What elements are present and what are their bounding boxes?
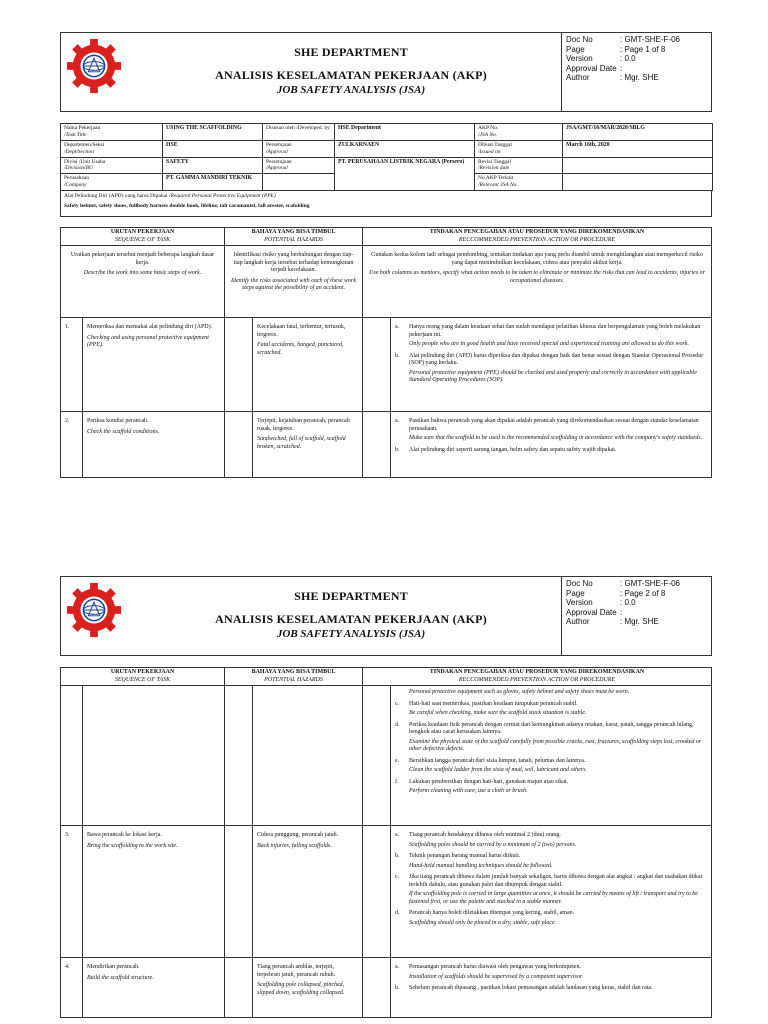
department-title: SHE DEPARTMENT	[294, 589, 408, 603]
approval-1-value: ZULKARNAEN	[335, 140, 475, 157]
developed-by-label: Disusun oleh /Developed. by	[263, 124, 335, 141]
company-value: PT. GAMMA MANDIRI TEKNIK	[163, 174, 263, 191]
document-header	[60, 576, 712, 656]
doc-no-value: : GMT-SHE-F-06	[620, 579, 681, 588]
step-hazard: Kecelakaan fatal, terbentur, tertusuk, tergores.	[257, 324, 346, 338]
approval-2-label: Persetujuan	[266, 158, 292, 165]
company-gear-logo-icon	[65, 37, 123, 95]
step-number: 4.	[61, 958, 83, 1018]
action-item: a. Hanya orang yang dalam keadaan sehat dan sudah mendapat pelatihan khusus dan berpengalaman yang boleh melakukan pekerjaan ini. Only people who are in good health and have received special and experienced training are allowed to do this work.	[395, 324, 701, 347]
step-number: 1.	[61, 318, 83, 412]
col-hazard-header: BAHAYA YANG BISA TIMBUL	[251, 669, 336, 675]
doc-info-panel	[561, 33, 711, 111]
page-value: : Page 1 of 8	[620, 44, 666, 54]
page-1	[60, 32, 712, 478]
developed-by-value: HSE Department	[335, 124, 475, 141]
company-gear-logo-icon	[65, 581, 123, 639]
action-description: Gunakan kedua kolom tadi sebagai pembimbing, tentukan tindakan apa yang perlu diambil untuk menghilangkan atau memperkecil risiko yang dapat menimbulkan kecelakaan, cidera atau penyakit akibat kerja.	[371, 252, 703, 266]
dept-label: Departemen/Seksi	[64, 141, 105, 148]
step-task: Periksa kondisi perancah.	[87, 418, 149, 424]
table-row: 1. Memeriksa dan memakai alat pelindung diri (APD). Checking and using personal protective equipment (PPE). Kecelakaan fatal, terbentur, tertusuk, tergores. Fatal accidents, banged, punctured, scratched. a. Hanya orang yang dalam keadaan sehat dan sudah mendapat pelatihan khusus dan berpengalaman yang boleh melakukan pekerjaan ini. Only people who are in good health and have received special and experienced training are allowed to do this work. b. Alat pelindung diri (APD) harus diperiksa dan dipakai dengan baik dan benar sesuai dengan Standar Operasional Prosedur (SOP) yang berlaku. Personal protective equipment (PPE) should be checked and used properly and correctly in accordance with applicable Standard Operating Procedures (SOP).	[61, 318, 712, 412]
step-number: 2.	[61, 412, 83, 478]
approval-date-label: Approval Date	[566, 607, 617, 617]
page-label: Page	[566, 588, 585, 598]
col-action-header: TINDAKAN PENCEGAHAN ATAU PROSEDUR YANG DIREKOMENDASIKAN	[429, 229, 645, 235]
doc-no-value: : GMT-SHE-F-06	[620, 35, 681, 44]
col-hazard-header: BAHAYA YANG BISA TIMBUL	[251, 229, 336, 235]
doc-no-label: Doc No	[566, 579, 593, 588]
action-item: f. Lakukan pembersihan dengan hati-hati, gunakan majun atau sikat. Perform cleaning with care, use a cloth or brush.	[395, 778, 569, 794]
approval-2-value: PT. PERUSAHAAN LISTRIK NEGARA (Persero)	[335, 157, 475, 191]
jsa-title: JOB SAFETY ANALYSIS (JSA)	[276, 84, 426, 96]
jsa-steps-table-page-2: URUTAN PEKERJAAN SEQUENCE OF TASK BAHAYA YANG BISA TIMBUL POTENTIAL HAZARDS TINDAKAN PENCEGAHAN ATAU PROSEDUR YANG DIREKOMENDASIKAN RECCOMMENDED PREVENTION ACTION OR PROCEDURE Personal protective equipment such as gloves, safety helmet and safety shoes must be worn. c. Hati-hati saat memeriksa, pastikan keadaan tumpukan perancah stabil. Be careful when checking, make sure the scaffold stack situation is stable. d. Periksa keadaan fisik perancah dengan cermat dari kemungkinan adanya retakan, karat, patah, tangga perancah hilang, bengkok atau cacat kerusakan lainnya. Examine the physical state of the scaffold carefully from possible cracks, rust, fractures, scaffolding steps lost, crooked or other defective defects. e. Bersihkan tangga perancah dari sisia lumpur, tanah, pelumas dan lainnya. Clean the scaffold ladder from the sisia of mud, soil, lubricant and others. f. Lakukan pembersihan dengan hati-hati, gunakan majun atau sikat. Perform cleaning with care, use a cloth or brush. 3. Bawa perancah ke lokasi kerja. Bring the scaffolding to the work site. Cidera punggung, perancah jatuh. Back injuries, falling scaffolds. a. Tiang perancah hendaknya dibawa oleh minimal 2 (dua) orang. Scaffolding poles should be carried by a minimum of 2 (two) persons. b. Teknik penangan barang manual harus diikuti. Hand-held manual handling techniques should be followed. c. Jika tiang perancah dibawa dalam jumlah banyak sekaligus, harus dibawa dengan alat angkat / angkat dan usahakan diikat terlebih dahulu, atau gunakan palet dan ditumpuk dengan stabil. If the scaffolding pole is carried in large quantities at once, it should be carried by means of lift / transport and try to be fastened first, or use the palette and stacked in a stable manner. d. Perancah hanya boleh diletakkan ditempat yang kering, stabil, aman. Scaffolding should only be placed in a dry, stable, safe place. 4. Mendirikan perancah. Build the scaffold structure. Tiang perancah amblas, terjepit, terpeleset jatuh, perancah rubuh. Scaffolding pole collapsed, pinched, slipped down, scaffolding collapsed. a. Pemasangan perancah harus diawasi oleh pengawas yang berkompeten. Installation of scaffolds should be supervised by a competent supervisor. b. Sebelum perancah dipasang , pastikan lokasi pemasangan adalah landasan yang keras, stabil dan rata.	[60, 667, 712, 1018]
author-label: Author	[566, 617, 590, 626]
author-value: : Mgr. SHE	[620, 617, 659, 626]
sequence-description: Uraikan pekerjaan tersebut menjadi beberapa langkah dasar kerja.	[70, 252, 215, 266]
author-value: : Mgr. SHE	[620, 73, 659, 82]
jsa-title: JOB SAFETY ANALYSIS (JSA)	[276, 628, 426, 640]
ppe-label: Alat Pelindung Diri (APD) yang harus Dipakai /	[64, 193, 171, 199]
version-value: : 0.0	[620, 54, 636, 63]
ppe-list: Safety helmet, safety shoes, fullbody harness double hook, lifeline, tali caramantel, fall arester, scafolding	[64, 202, 310, 209]
col-sequence-header: URUTAN PEKERJAAN	[110, 669, 175, 675]
step-hazard: Cidera punggung, perancah jatuh.	[257, 832, 339, 838]
revision-date-label: Revisi Tanggal	[478, 158, 511, 165]
action-item: c. Jika tiang perancah dibawa dalam jumlah banyak sekaligus, harus dibawa dengan alat angkat / angkat dan usahakan diikat terlebih dahulu, atau gunakan palet dan ditumpuk dengan stabil. If the scaffolding pole is carried in large quantities at once, it should be carried by means of lift / transport and try to be fastened first, or use the palette and stacked in a stable manner.	[395, 874, 703, 905]
approval-date-value: :	[620, 607, 623, 617]
division-value: SAFETY	[163, 157, 263, 174]
doc-info-panel	[561, 577, 711, 655]
col-action-header: TINDAKAN PENCEGAHAN ATAU PROSEDUR YANG DIREKOMENDASIKAN	[429, 669, 645, 675]
division-label: Divisi /Unit Usaha	[64, 158, 106, 165]
approval-1-label: Persetujuan	[266, 141, 292, 148]
akp-title: ANALISIS KESELAMATAN PEKERJAAN (AKP)	[215, 68, 487, 82]
revision-date-value	[563, 157, 713, 174]
author-label: Author	[566, 73, 590, 82]
department-title: SHE DEPARTMENT	[294, 45, 408, 59]
page-2	[60, 576, 712, 1018]
action-item: d. Perancah hanya boleh diletakkan ditempat yang kering, stabil, aman. Scaffolding should only be placed in a dry, stable, safe place.	[395, 910, 575, 926]
version-label: Version	[566, 54, 593, 63]
table-row: 4. Mendirikan perancah. Build the scaffold structure. Tiang perancah amblas, terjepit, terpeleset jatuh, perancah rubuh. Scaffolding pole collapsed, pinched, slipped down, scaffolding collapsed. a. Pemasangan perancah harus diawasi oleh pengawas yang berkompeten. Installation of scaffolds should be supervised by a competent supervisor. b. Sebelum perancah dipasang , pastikan lokasi pemasangan adalah landasan yang keras, stabil dan rata.	[61, 958, 712, 1018]
version-value: : 0.0	[620, 598, 636, 607]
jsa-meta-table: Nama Pekerjaan /Task Title USING THE SCAFFOLDING Disusun oleh /Developed. by HSE Department AKP No. /JSA No. JSA/GMT/16/MAR/2020/SBLG Departemen/Seksi /Dept/Section HSE Persetujuan /Approval ZULKARNAEN Dibuat Tanggal /Issued on March 16th, 2020 Divisi /Unit Usaha /Division/BU SAFETY Persetujuan /Approval PT. PERUSAHAAN LISTRIK NEGARA (Persero) Revisi Tanggal /Revision date Perusahaan /Company PT. GAMMA MANDIRI TEKNIK No AKP Terkait /Relevant JSA No.	[60, 123, 713, 191]
action-continued: Personal protective equipment such as gloves, safety helmet and safety shoes must be worn.	[409, 689, 630, 695]
company-label: Perusahaan	[64, 175, 90, 182]
jsa-steps-table-page-1: URUTAN PEKERJAAN SEQUENCE OF TASK BAHAYA YANG BISA TIMBUL POTENTIAL HAZARDS TINDAKAN PENCEGAHAN ATAU PROSEDUR YANG DIREKOMENDASIKAN RECCOMMENDED PREVENTION ACTION OR PROCEDURE Uraikan pekerjaan tersebut menjadi beberapa langkah dasar kerja. Describe the work into some basic steps of work. Identifikasi risiko yang berhubungan dengan tiap-tiap langkah kerja tersebut terhadap kemungkinan terjadi kecelakaan. Identify the risks associated with each of these work steps against the possibility of an accident. Gunakan kedua kolom tadi sebagai pembimbing, tentukan tindakan apa yang perlu diambil untuk menghilangkan atau memperkecil risiko yang dapat menimbulkan kecelakaan, cidera atau penyakit akibat kerja. Use both columns as mentors, specify what action needs to be taken to eliminate or minimize the risks that can lead to accidents, injuries or occupational diseases. 1. Memeriksa dan memakai alat pelindung diri (APD). Checking and using personal protective equipment (PPE). Kecelakaan fatal, terbentur, tertusuk, tergores. Fatal accidents, banged, punctured, scratched. a. Hanya orang yang dalam keadaan sehat dan sudah mendapat pelatihan khusus dan berpengalaman yang boleh melakukan pekerjaan ini. Only people who are in good health and have received special and experienced training are allowed to do this work. b. Alat pelindung diri (APD) harus diperiksa dan dipakai dengan baik dan benar sesuai dengan Standar Operasional Prosedur (SOP) yang berlaku. Personal protective equipment (PPE) should be checked and used properly and correctly in accordance with applicable Standard Operating Procedures (SOP). 2. Periksa kondisi perancah. Check the scaffold conditions. Terjepit, kejatuhan perancah, perancah rusak, tergores. Sandwiched, fall of scaffold, scaffold broken, scratched. a. Pastikan bahwa perancah yang akan dipakai adalah perancah yang direkomendasikan sesuai dengan standar keselamatan perusahaan. Make sure that the scaffold to be used is the recommended scaffolding in accordance with the company's safety standards. b. Alat pelindung diri seperti sarung tangan, helm safety dan sepatu safety wajib dipakai.	[60, 227, 712, 478]
action-item: e. Bersihkan tangga perancah dari sisia lumpur, tanah, pelumas dan lainnya. Clean the scaffold ladder from the sisia of mud, soil, lubricant and others.	[395, 757, 587, 773]
col-sequence-header: URUTAN PEKERJAAN	[110, 229, 175, 235]
action-item: d. Periksa keadaan fisik perancah dengan cermat dari kemungkinan adanya retakan, karat, patah, tangga perancah hilang, bengkok atau cacat kerusakan lainnya. Examine the physical state of the scaffold carefully from possible cracks, rust, fractures, scaffolding steps lost, crooked or other defective defects.	[395, 721, 702, 752]
action-item: b. Teknik penangan barang manual harus diikuti. Hand-held manual handling techniques should be followed.	[395, 853, 553, 869]
action-item: a. Pemasangan perancah harus diawasi oleh pengawas yang berkompeten. Installation of scaffolds should be supervised by a competent supervisor.	[395, 964, 583, 980]
dept-value: HSE	[163, 140, 263, 157]
akp-no-label: AKP No.	[478, 125, 499, 131]
issued-on-label: Dibuat Tanggal	[478, 141, 512, 148]
issued-on-value: March 16th, 2020	[563, 140, 713, 157]
akp-no-value: JSA/GMT/16/MAR/2020/SBLG	[563, 124, 713, 141]
step-hazard: Terjepit, kejatuhan perancah, perancah rusak, tergores.	[257, 418, 350, 432]
action-item: b. Sebelum perancah dipasang , pastikan lokasi pemasangan adalah landasan yang keras, stabil dan rata.	[395, 985, 653, 991]
ppe-section: Alat Pelindung Diri (APD) yang harus Dipakai /Required Personal Protective Equipment (PPE) Safety helmet, safety shoes, fullbody harness double hook, lifeline, tali caramantel, fall arester, scafolding	[60, 191, 712, 217]
related-jsa-value	[563, 174, 713, 191]
version-label: Version	[566, 598, 593, 607]
task-title-label: Nama Pekerjaan	[64, 125, 101, 131]
akp-title: ANALISIS KESELAMATAN PEKERJAAN (AKP)	[215, 612, 487, 626]
action-item: a. Tiang perancah hendaknya dibawa oleh minimal 2 (dua) orang. Scaffolding poles should be carried by a minimum of 2 (two) persons.	[395, 832, 577, 848]
action-item: b. Alat pelindung diri (APD) harus diperiksa dan dipakai dengan baik dan benar sesuai dengan Standar Operasional Prosedur (SOP) yang berlaku. Personal protective equipment (PPE) should be checked and used properly and correctly in accordance with applicable Standard Operating Procedures (SOP).	[395, 352, 704, 383]
approval-date-value: :	[620, 63, 623, 73]
step-number: 3.	[61, 826, 83, 958]
step-hazard: Tiang perancah amblas, terjepit, terpeleset jatuh, perancah rubuh.	[257, 964, 336, 978]
step-task: Bawa perancah ke lokasi kerja.	[87, 832, 162, 838]
doc-no-label: Doc No	[566, 35, 593, 44]
table-row: 3. Bawa perancah ke lokasi kerja. Bring the scaffolding to the work site. Cidera punggung, perancah jatuh. Back injuries, falling scaffolds. a. Tiang perancah hendaknya dibawa oleh minimal 2 (dua) orang. Scaffolding poles should be carried by a minimum of 2 (two) persons. b. Teknik penangan barang manual harus diikuti. Hand-held manual handling techniques should be followed. c. Jika tiang perancah dibawa dalam jumlah banyak sekaligus, harus dibawa dengan alat angkat / angkat dan usahakan diikat terlebih dahulu, atau gunakan palet dan ditumpuk dengan stabil. If the scaffolding pole is carried in large quantities at once, it should be carried by means of lift / transport and try to be fastened first, or use the palette and stacked in a stable manner. d. Perancah hanya boleh diletakkan ditempat yang kering, stabil, aman. Scaffolding should only be placed in a dry, stable, safe place.	[61, 826, 712, 958]
document-header	[60, 32, 712, 112]
table-row: 2. Periksa kondisi perancah. Check the scaffold conditions. Terjepit, kejatuhan perancah, perancah rusak, tergores. Sandwiched, fall of scaffold, scaffold broken, scratched. a. Pastikan bahwa perancah yang akan dipakai adalah perancah yang direkomendasikan sesuai dengan standar keselamatan perusahaan. Make sure that the scaffold to be used is the recommended scaffolding in accordance with the company's safety standards. b. Alat pelindung diri seperti sarung tangan, helm safety dan sepatu safety wajib dipakai.	[61, 412, 712, 478]
task-title-value: USING THE SCAFFOLDING	[163, 124, 263, 141]
table-row	[61, 686, 712, 826]
page-value: : Page 2 of 8	[620, 588, 666, 598]
approval-date-label: Approval Date	[566, 63, 617, 73]
step-task: Mendirikan perancah.	[87, 964, 140, 970]
action-item: c. Hati-hati saat memeriksa, pastikan keadaan tumpukan perancah stabil. Be careful when checking, make sure the scaffold stack situation is stable.	[395, 700, 587, 716]
action-item: a. Pastikan bahwa perancah yang akan dipakai adalah perancah yang direkomendasikan sesuai dengan standar keselamatan perusahaan. Make sure that the scaffold to be used is the recommended scaffolding in accordance with the company's safety standards.	[395, 418, 703, 441]
page-label: Page	[566, 44, 585, 54]
step-task: Memeriksa dan memakai alat pelindung diri (APD).	[87, 324, 213, 330]
action-item: b. Alat pelindung diri seperti sarung tangan, helm safety dan sepatu safety wajib dipakai.	[395, 446, 617, 453]
hazard-description: Identifikasi risiko yang berhubungan dengan tiap-tiap langkah kerja tersebut terhadap kemungkinan terjadi kecelakaan.	[233, 252, 354, 273]
related-jsa-label: No AKP Terkait	[478, 175, 514, 182]
